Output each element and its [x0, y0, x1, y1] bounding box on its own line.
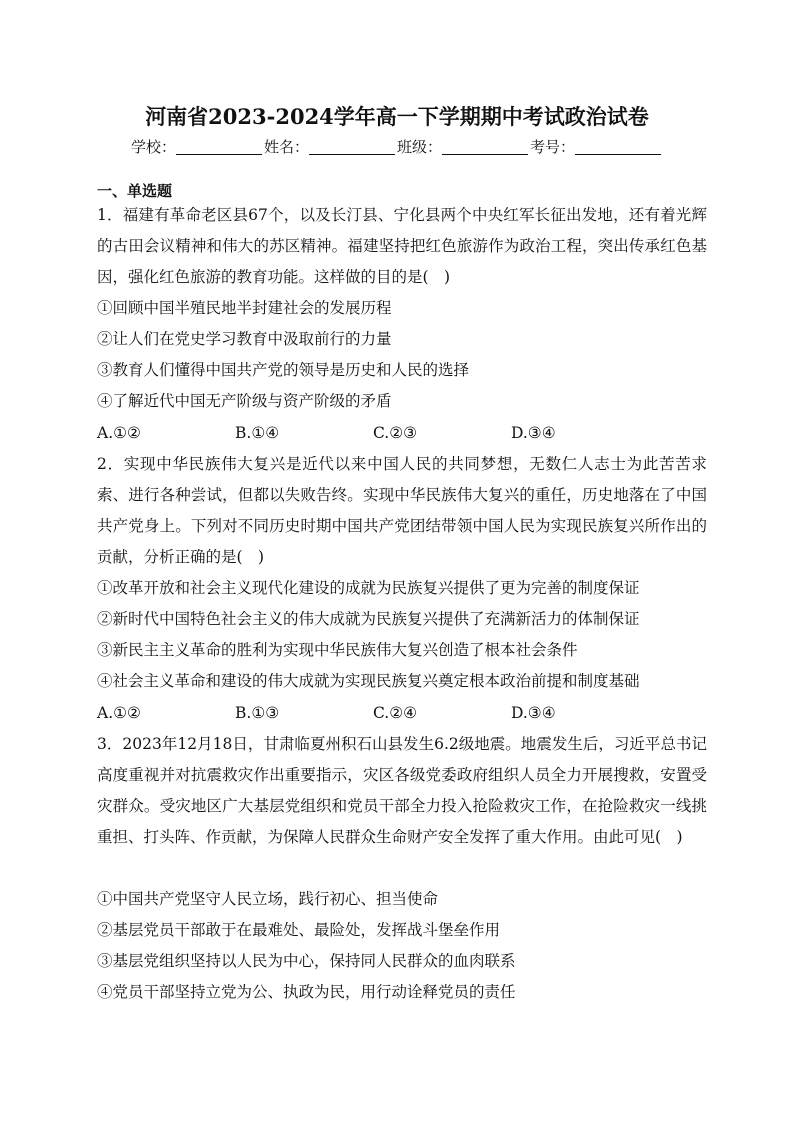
question-2-stem: 2．实现中华民族伟大复兴是近代以来中国人民的共同梦想，无数仁人志士为此苦苦求索、进行各种尝试，但都以失败告终。实现中华民族伟大复兴的重任，历史地落在了中国共产党身上。下列对不同历史时期中国共产党团结带领中国人民为实现民族复兴所作出的贡献，分析正确的是( ) — [97, 455, 707, 566]
number-blank — [575, 140, 661, 155]
school-label: 学校： — [130, 138, 176, 156]
school-blank — [176, 140, 262, 155]
name-label: 姓名： — [263, 138, 309, 156]
question-2-option: ③新民主主义革命的胜利为实现中华民族伟大复兴创造了根本社会条件 — [97, 641, 578, 659]
number-label: 考号： — [530, 138, 576, 156]
choice-c: C.②③ — [373, 424, 418, 442]
question-1-option: ③教育人们懂得中国共产党的领导是历史和人民的选择 — [97, 361, 470, 379]
question-3-option: ②基层党员干部敢于在最难处、最险处，发挥战斗堡垒作用 — [97, 921, 501, 939]
question-2-option: ④社会主义革命和建设的伟大成就为实现民族复兴奠定根本政治前提和制度基础 — [97, 672, 640, 690]
choice-c: C.②④ — [373, 704, 418, 722]
question-1-stem: 1．福建有革命老区县67个，以及长汀县、宁化县两个中央红军长征出发地，还有着光辉的古田会议精神和伟大的苏区精神。福建坚持把红色旅游作为政治工程，突出传承红色基因，强化红色旅游的教育功能。这样做的目的是( ) — [97, 206, 707, 286]
name-blank — [309, 140, 395, 155]
choice-a: A.①② — [97, 704, 141, 722]
question-1-option: ②让人们在党史学习教育中汲取前行的力量 — [97, 330, 392, 348]
choice-b: B.①③ — [235, 704, 280, 722]
question-1-choices — [97, 418, 717, 449]
choice-d: D.③④ — [511, 704, 556, 722]
choice-a: A.①② — [97, 424, 141, 442]
student-info-line — [0, 136, 794, 157]
choice-d: D.③④ — [511, 424, 556, 442]
question-2-choices — [97, 698, 717, 729]
question-1-option: ①回顾中国半殖民地半封建社会的发展历程 — [97, 299, 392, 317]
page-title: 河南省2023-2024学年高一下学期期中考试政治试卷 — [145, 104, 649, 129]
class-blank — [442, 140, 528, 155]
question-3-option: ③基层党组织坚持以人民为中心，保持同人民群众的血肉联系 — [97, 952, 516, 970]
question-2-option: ①改革开放和社会主义现代化建设的成就为民族复兴提供了更为完善的制度保证 — [97, 579, 640, 597]
question-1-option: ④了解近代中国无产阶级与资产阶级的矛盾 — [97, 392, 392, 410]
choice-b: B.①④ — [235, 424, 280, 442]
question-3-option: ④党员干部坚持立党为公、执政为民，用行动诠释党员的责任 — [97, 983, 516, 1001]
class-label: 班级： — [397, 138, 443, 156]
question-3-option: ①中国共产党坚守人民立场，践行初心、担当使命 — [97, 890, 439, 908]
question-3-stem: 3．2023年12月18日，甘肃临夏州积石山县发生6.2级地震。地震发生后，习近平总书记高度重视并对抗震救灾作出重要指示，灾区各级党委政府组织人员全力开展搜救，安置受灾群众。受灾地区广大基层党组织和党员干部全力投入抢险救灾工作，在抢险救灾一线挑重担、打头阵、作贡献，为保障人民群众生命财产安全发挥了重大作用。由此可见( ) — [97, 735, 707, 846]
question-2-option: ②新时代中国特色社会主义的伟大成就为民族复兴提供了充满新活力的体制保证 — [97, 610, 640, 628]
section-heading: 一、单选题 — [97, 182, 173, 200]
